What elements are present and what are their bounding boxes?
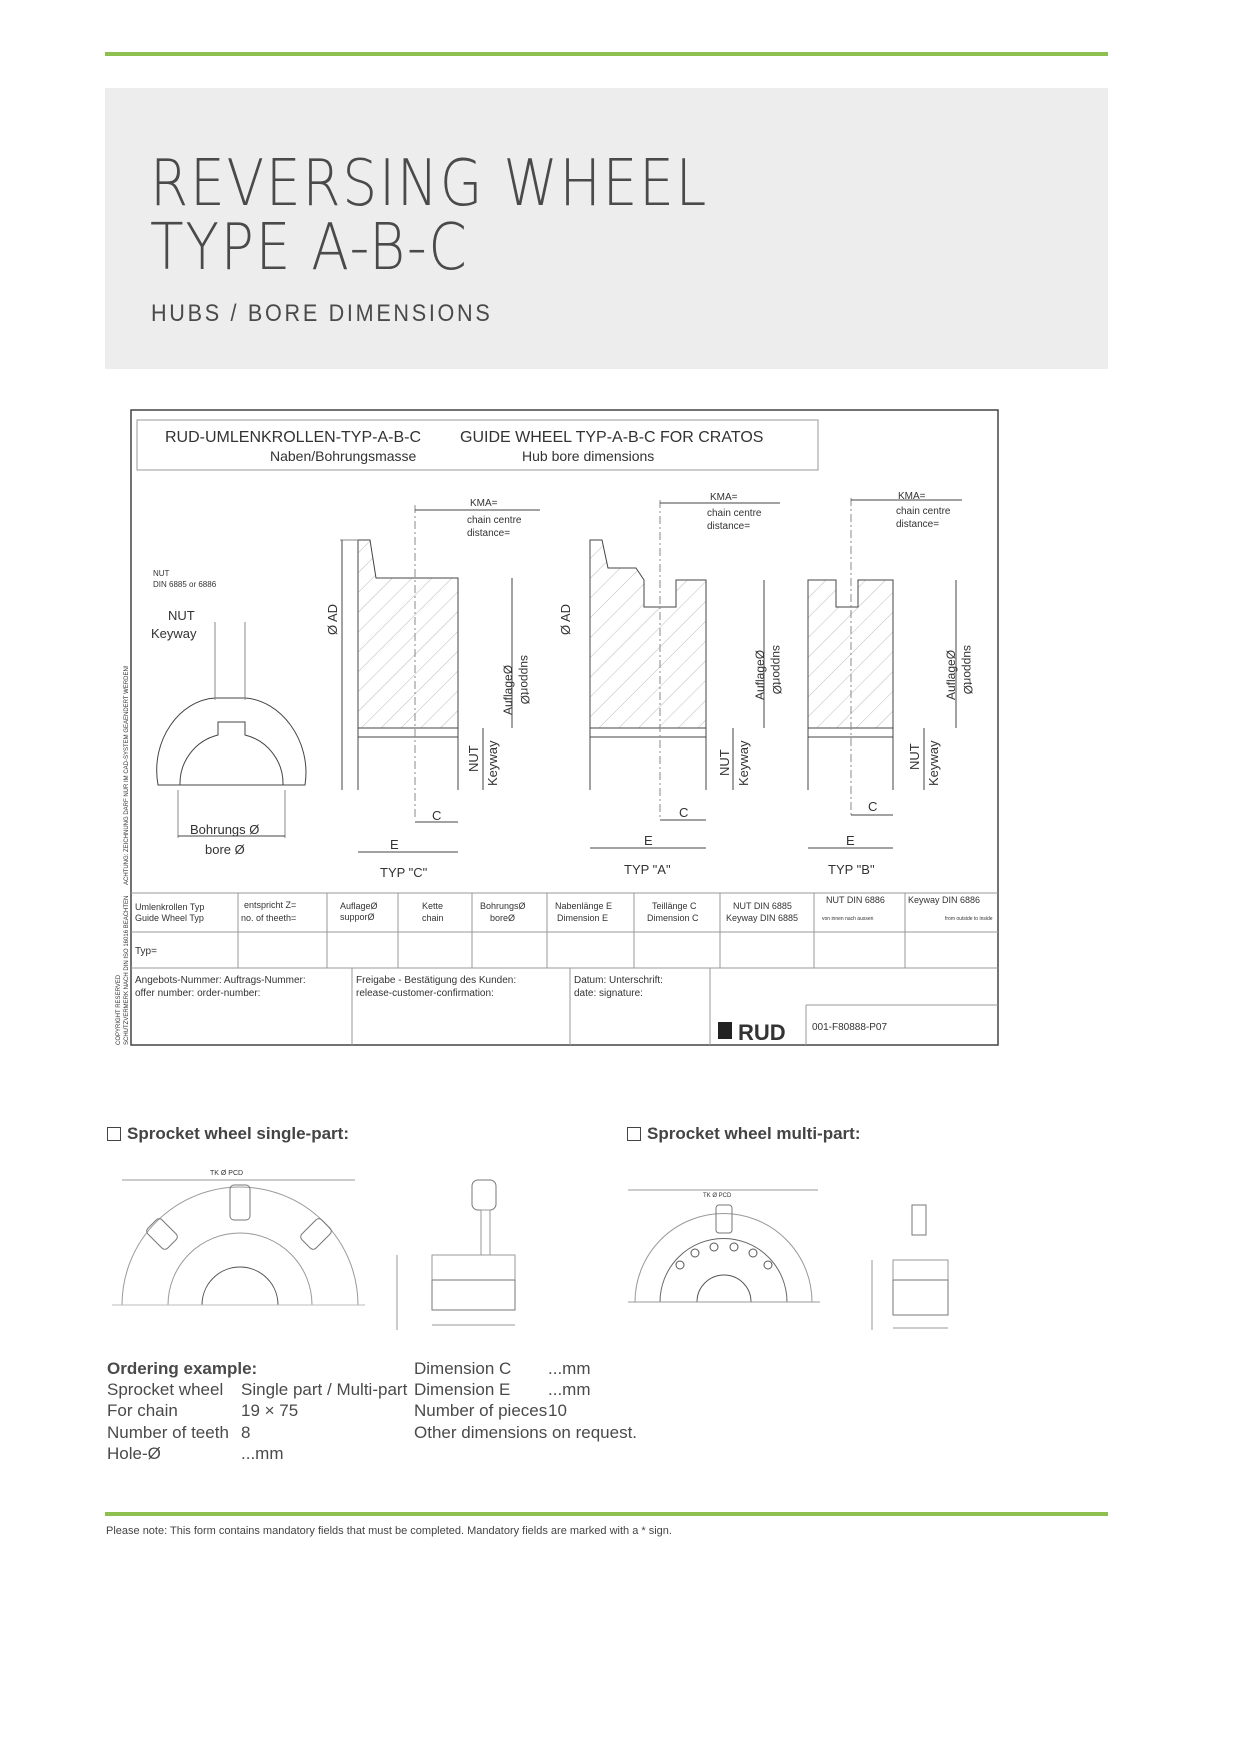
option-multi-part[interactable] bbox=[627, 1124, 860, 1144]
keyway-label-c: Keyway bbox=[485, 740, 500, 786]
offer-label-de: Angebots-Nummer: Auftrags-Nummer: bbox=[135, 975, 306, 986]
svg-text:Nabenlänge E: Nabenlänge E bbox=[555, 901, 613, 911]
distance-label-a: distance= bbox=[707, 521, 751, 532]
title-line-1: REVERSING WHEEL bbox=[150, 147, 709, 221]
order-row: Number of teeth 8 bbox=[107, 1422, 251, 1442]
ordering-heading: Ordering example: bbox=[107, 1359, 258, 1378]
date-label-en: date: signature: bbox=[574, 988, 643, 999]
ordering-example-right bbox=[414, 1358, 637, 1443]
nut-label-c: NUT bbox=[466, 745, 481, 772]
release-label-de: Freigabe - Bestätigung des Kunden: bbox=[356, 975, 517, 986]
single-part-front-view bbox=[112, 1170, 365, 1305]
keyway-label: Keyway bbox=[151, 626, 197, 641]
e-label-c: E bbox=[390, 837, 399, 852]
keyway-label-a: Keyway bbox=[736, 740, 751, 786]
typ-a-section bbox=[558, 492, 784, 877]
order-row: Dimension E ...mm bbox=[414, 1380, 591, 1400]
support-label-b: supportØ bbox=[961, 645, 975, 695]
support-label-c: supportØ bbox=[518, 655, 532, 705]
bottom-rule bbox=[105, 1512, 1108, 1516]
distance-label-c: distance= bbox=[467, 528, 511, 539]
date-label-de: Datum: Unterschrift: bbox=[574, 975, 663, 986]
bohrungs-label: Bohrungs Ø bbox=[190, 822, 260, 837]
bore-label: bore Ø bbox=[205, 842, 245, 857]
typ-b-label: TYP "B" bbox=[828, 862, 875, 877]
copyright-note: COPYRIGHT RESERVED bbox=[116, 974, 122, 1045]
auflage-label-c: AuflageØ bbox=[501, 664, 515, 715]
checkbox-multi-part[interactable] bbox=[627, 1127, 641, 1141]
title-de: RUD-UMLENKROLLEN-TYP-A-B-C bbox=[165, 429, 422, 446]
order-row: Dimension C ...mm bbox=[414, 1359, 591, 1378]
svg-text:no. of theeth=: no. of theeth= bbox=[241, 913, 297, 923]
single-part-side-view bbox=[397, 1180, 515, 1330]
e-label-a: E bbox=[644, 833, 653, 848]
multi-part-side-view bbox=[872, 1205, 948, 1330]
nut-label-a: NUT bbox=[717, 749, 732, 776]
svg-text:Teillänge C: Teillänge C bbox=[652, 901, 697, 911]
auflage-label-b: AuflageØ bbox=[944, 649, 958, 700]
ad-label-a: Ø AD bbox=[558, 603, 573, 635]
svg-text:Keyway DIN 6885: Keyway DIN 6885 bbox=[726, 913, 799, 923]
offer-label-en: offer number: order-number: bbox=[135, 988, 261, 999]
support-label-a: supportØ bbox=[770, 645, 784, 695]
svg-text:von innen nach aussen: von innen nach aussen bbox=[822, 916, 874, 922]
svg-text:Dimension E: Dimension E bbox=[557, 913, 609, 923]
bore-profile bbox=[157, 698, 306, 785]
svg-text:TK Ø PCD: TK Ø PCD bbox=[703, 1193, 732, 1199]
ordering-example-left bbox=[107, 1358, 407, 1464]
distance-label-b: distance= bbox=[896, 519, 940, 530]
footer-note: Please note: This form contains mandatory fields that must be completed. Mandatory fields are marked with a * sign. bbox=[106, 1525, 672, 1537]
cad-note: ACHTUNG: ZEICHNUNG DARF NUR IM CAD-SYSTEM GEAENDERT WERDEN! bbox=[124, 665, 130, 885]
page-subtitle: HUBS / BORE DIMENSIONS bbox=[151, 300, 493, 327]
order-row: Hole-Ø ...mm bbox=[107, 1443, 284, 1463]
drawing-number: 001-F80888-P07 bbox=[812, 1022, 888, 1033]
svg-text:Dimension C: Dimension C bbox=[647, 913, 699, 923]
option-single-part[interactable] bbox=[107, 1124, 349, 1144]
typ-c-section bbox=[325, 498, 540, 880]
c-label-b: C bbox=[868, 799, 878, 814]
protection-note: SCHUTZVERMERK NACH DIN ISO 16016 BEACHTEN bbox=[124, 895, 130, 1045]
subtitle-de: Naben/Bohrungsmasse bbox=[270, 448, 417, 464]
svg-text:AuflageØ: AuflageØ bbox=[340, 901, 378, 911]
checkbox-single-part[interactable] bbox=[107, 1127, 121, 1141]
chain-centre-label-a: chain centre bbox=[707, 508, 762, 519]
auflage-label-a: AuflageØ bbox=[753, 649, 767, 700]
chain-centre-label-c: chain centre bbox=[467, 515, 522, 526]
table-headers bbox=[135, 895, 993, 1045]
svg-text:entspricht Z=: entspricht Z= bbox=[244, 900, 297, 910]
order-row: Other dimensions on request. bbox=[414, 1422, 638, 1442]
c-label-c: C bbox=[432, 808, 442, 823]
release-label-en: release-customer-confirmation: bbox=[356, 988, 494, 999]
sprocket-drawings bbox=[0, 1150, 1241, 1350]
keyway-label-b: Keyway bbox=[926, 740, 941, 786]
svg-text:chain: chain bbox=[422, 913, 444, 923]
svg-text:boreØ: boreØ bbox=[490, 913, 516, 923]
nut-din-number: DIN 6885 or 6886 bbox=[153, 580, 217, 589]
svg-text:supporØ: supporØ bbox=[340, 912, 375, 922]
svg-text:TK Ø PCD: TK Ø PCD bbox=[210, 1170, 244, 1177]
svg-text:Keyway DIN 6886: Keyway DIN 6886 bbox=[908, 895, 981, 905]
svg-text:Kette: Kette bbox=[422, 901, 444, 911]
chain-centre-label-b: chain centre bbox=[896, 506, 951, 517]
single-part-label: Sprocket wheel single-part: bbox=[127, 1124, 349, 1143]
kma-label-a: KMA= bbox=[710, 492, 738, 503]
nut-din-label: NUT bbox=[153, 569, 170, 578]
multi-part-label: Sprocket wheel multi-part: bbox=[647, 1124, 861, 1143]
nut-label-b: NUT bbox=[907, 743, 922, 770]
e-label-b: E bbox=[846, 833, 855, 848]
kma-label-b: KMA= bbox=[898, 491, 926, 502]
svg-text:Guide Wheel Typ: Guide Wheel Typ bbox=[135, 913, 204, 923]
typ-c-label: TYP "C" bbox=[380, 865, 428, 880]
svg-text:NUT DIN 6886: NUT DIN 6886 bbox=[826, 895, 885, 905]
order-row: For chain 19 × 75 bbox=[107, 1401, 299, 1421]
ad-label-c: Ø AD bbox=[325, 603, 340, 635]
rud-logo: RUD bbox=[738, 1020, 786, 1045]
svg-text:BohrungsØ: BohrungsØ bbox=[480, 901, 526, 911]
kma-label-c: KMA= bbox=[470, 498, 498, 509]
nut-label: NUT bbox=[168, 608, 195, 623]
typ-b-section bbox=[808, 491, 975, 877]
svg-text:NUT DIN 6885: NUT DIN 6885 bbox=[733, 901, 792, 911]
svg-text:Umlenkrollen Typ: Umlenkrollen Typ bbox=[135, 902, 205, 912]
c-label-a: C bbox=[679, 805, 689, 820]
title-line-2: TYPE A-B-C bbox=[150, 211, 469, 285]
subtitle-en: Hub bore dimensions bbox=[522, 448, 655, 464]
multi-part-front-view bbox=[628, 1190, 820, 1302]
order-row: Number of pieces10 bbox=[414, 1401, 567, 1421]
typ-a-label: TYP "A" bbox=[624, 862, 671, 877]
svg-text:from outside to inside: from outside to inside bbox=[945, 916, 993, 922]
typ-row-label: Typ= bbox=[135, 946, 157, 957]
title-en: GUIDE WHEEL TYP-A-B-C FOR CRATOS bbox=[460, 429, 764, 446]
order-row: Sprocket wheel Single part / Multi-part bbox=[107, 1380, 408, 1400]
